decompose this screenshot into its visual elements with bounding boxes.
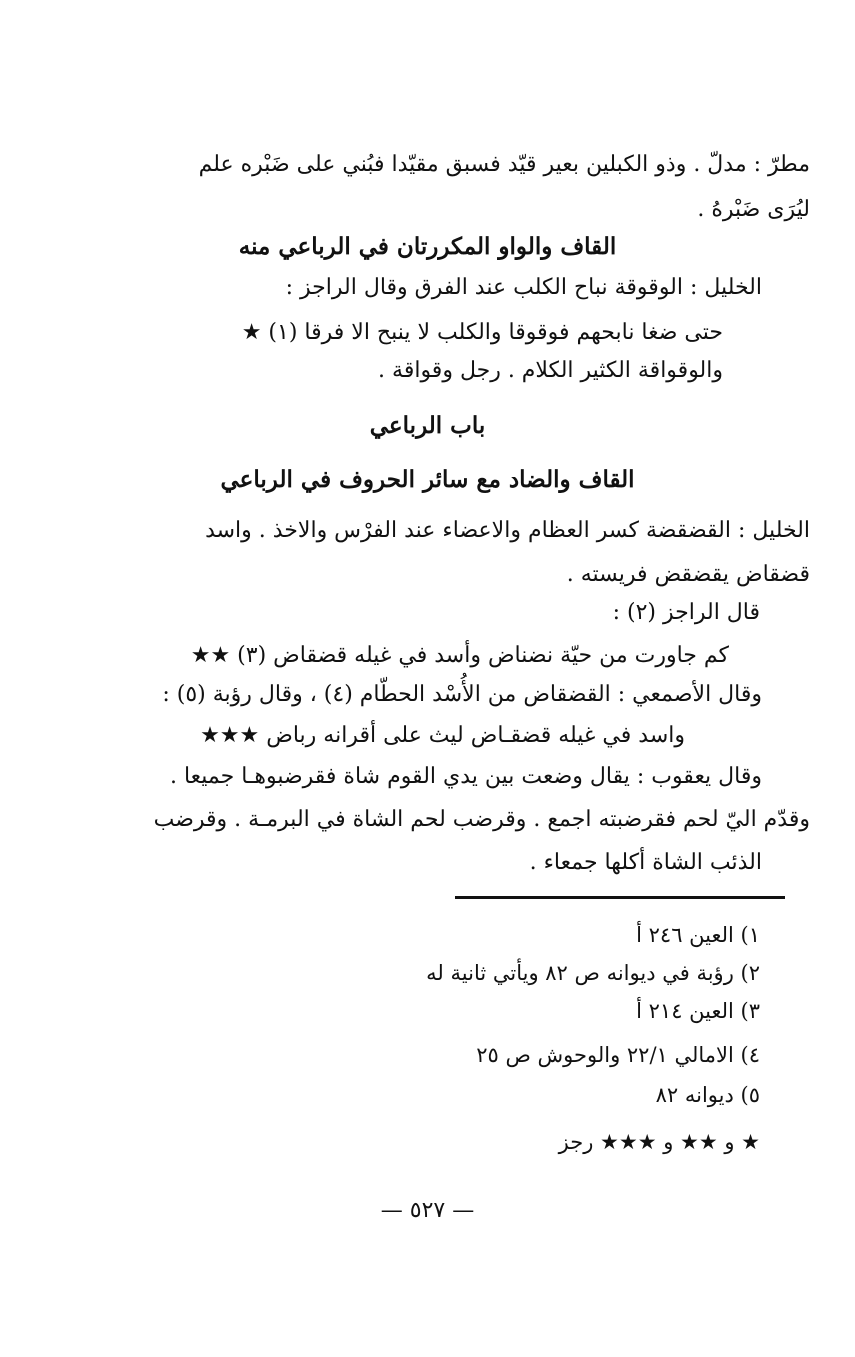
chapter-title: باب الرباعي [369,412,486,439]
footnote-1: ١) العين ٢٤٦ أ [636,923,760,947]
footnote-5: ٥) ديوانه ٨٢ [655,1083,760,1107]
footnote-separator [455,896,785,899]
verse-line-2: كم جاورت من حيّة نضناض وأسد في غيله قضقاض (٣) ★★ [190,643,729,668]
page-number: — ٥٢٧ — [380,1198,475,1223]
text-line-5: الخليل : القضقضة كسر العظام والاعضاء عند الفرْس والاخذ . واسد [205,518,810,543]
text-line-8: وقال الأصمعي : القضقاض من الأُسْد الحطّام (٤) ، وقال رؤبة (٥) : [162,682,762,707]
text-line-4: والوقواقة الكثير الكلام . رجل وقواقة . [378,358,723,383]
verse-line-3: واسد في غيله قضقـاض ليث على أقرانه رباض ★★★ [200,723,685,748]
text-line-10: وقدّم اليّ لحم فقرضبته اجمع . وقرضب لحم الشاة في البرمـة . وقرضب [153,807,810,832]
footnote-4: ٤) الامالي ٢٢/١ والوحوش ص ٢٥ [476,1043,760,1067]
footnote-3: ٣) العين ٢١٤ أ [636,999,760,1023]
footnote-2: ٢) رؤبة في ديوانه ص ٨٢ ويأتي ثانية له [426,961,760,985]
verse-line-1: حتى ضغا نابحهم فوقوقا والكلب لا ينبح الا فرقا (١) ★ [241,320,723,345]
section-heading-1: القاف والواو المكررتان في الرباعي منه [238,233,617,260]
text-line-11: الذئب الشاة أكلها جمعاء . [529,850,762,875]
section-heading-2: القاف والضاد مع سائر الحروف في الرباعي [220,466,635,493]
text-line-3: الخليل : الوقوقة نباح الكلب عند الفرق وقال الراجز : [285,275,762,300]
text-line-7: قال الراجز (٢) : [612,600,760,625]
text-line-1: مطرّ : مدلّ . وذو الكبلين بعير قيّد فسبق مقيّدا فبُني على ضَبْره علم [198,152,810,177]
text-line-9: وقال يعقوب : يقال وضعت بين يدي القوم شاة فقرضبوهـا جميعا . [169,764,762,789]
text-line-2: ليُرَى ضَبْرهُ . [697,197,810,222]
text-line-6: قضقاض يقضقض فريسته . [566,562,810,587]
footnote-stars: ★ و ★★ و ★★★ رجز [558,1130,760,1154]
